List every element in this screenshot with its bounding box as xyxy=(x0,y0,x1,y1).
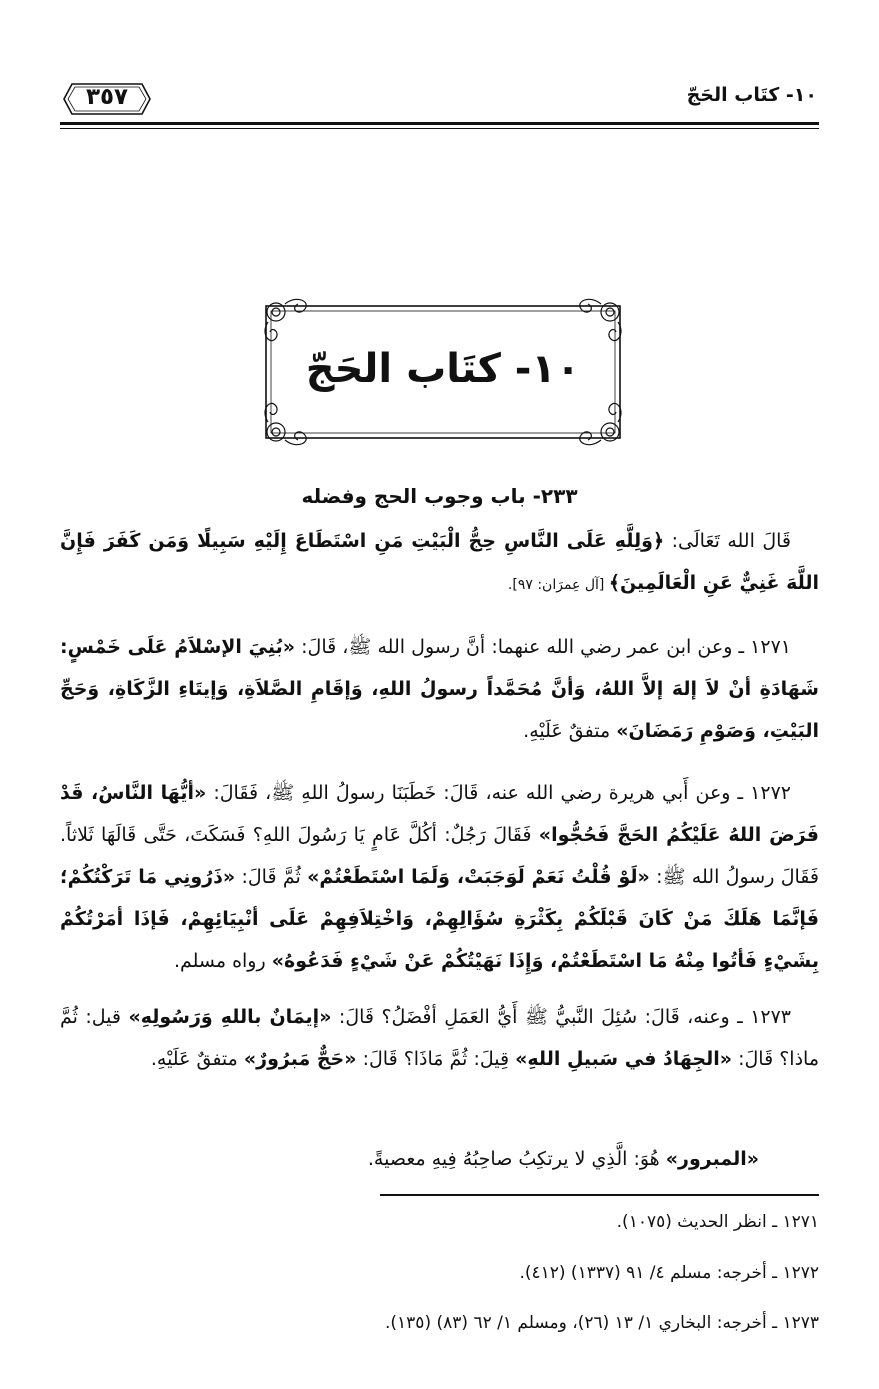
header-rule-thin xyxy=(60,128,819,129)
explanation-text: هُوَ: الَّذِي لا يرتكِبُ صاحِبُهُ فِيهِ معصيةً. xyxy=(367,1148,666,1170)
hadith-1272-quote1: «أيُّهَا النَّاسُ، قَدْ فَرَضَ اللهُ عَلَيْكُمُ الحَجَّ فَحُجُّوا» xyxy=(60,782,819,846)
hadith-1271-text: «بُنِيَ الإسْلاَمُ عَلَى خَمْسٍ: شَهَادَةِ أنْ لاَ إلهَ إلاَّ اللهُ، وَأنَّ مُحَمَّداً رسولُ اللهِ، وَإقَامِ الصَّلاَةِ، وَإيتَاءِ الزَّكَاةِ، وَحَجِّ البَيْتِ، وَصَوْمِ رَمَضَانَ» xyxy=(60,636,819,742)
hadith-1273-part2: قيل: ثُمَّ ماذا؟ قَالَ: xyxy=(60,1006,819,1070)
hadith-1271-outro: متفقٌ عَلَيْهِ. xyxy=(523,720,617,742)
hadith-1272-part2: فَقَالَ رَجُلٌ: أكُلَّ عَامٍ يَا رَسُولَ اللهِ؟ فَسَكَتَ، حَتَّى قَالَهَا ثَلاثاً. فَقَالَ رسولُ الله ﷺ: xyxy=(60,824,819,888)
hadith-1273-quote1: «إيمَانٌ باللهِ وَرَسُولِهِ» xyxy=(128,1006,332,1028)
hadith-1272-quote2: «لَوْ قُلْتُ نَعَمْ لَوَجَبَتْ، وَلَمَا اسْتَطَعْتُمْ» xyxy=(307,866,650,888)
hadith-1273-outro: متفقٌ عَلَيْهِ. xyxy=(150,1048,244,1070)
hadith-1272 xyxy=(60,772,819,982)
explanation-term: «المبرور» xyxy=(665,1148,759,1170)
hadith-1272-quote3: «ذَرُونِي مَا تَرَكْتُكُمْ؛ فَإنَّمَا هَلَكَ مَنْ كَانَ قَبْلَكُمْ بِكَثْرَةِ سُؤَالِهِمْ، وَاخْتِلاَفِهِمْ عَلَى أنْبِيَائِهِمْ، فَإذَا أمَرْتُكُمْ بِشَيْءٍ فَأتُوا مِنْهُ مَا اسْتَطَعْتُمْ، وَإِذَا نَهَيْتُكُمْ عَنْ شَيْءٍ فَدَعُوهُ» xyxy=(60,866,819,972)
section-heading: ٢٣٣- باب وجوب الحج وفضله xyxy=(301,484,578,508)
chapter-title: ١٠- كتَاب الحَجّ xyxy=(305,346,581,392)
hadith-1272-part1: ١٢٧٢ ـ وعن أَبي هريرة رضي الله عنه، قَالَ: خَطَبَنَا رسولُ اللهِ ﷺ، فَقَالَ: xyxy=(206,782,791,804)
footnote-1272: ١٢٧٢ ـ أخرجه: مسلم ٤/ ٩١ (١٣٣٧) (٤١٢). xyxy=(519,1263,819,1283)
verse-paragraph xyxy=(60,520,819,606)
hadith-1273-part3: قِيلَ: ثُمَّ مَاذَا؟ قَالَ: xyxy=(356,1048,516,1070)
running-title: ١٠- كتَاب الحَجّ xyxy=(686,84,817,106)
verse-text: ﴿وَلِلَّهِ عَلَى النَّاسِ حِجُّ الْبَيْتِ مَنِ اسْتَطَاعَ إِلَيْهِ سَبِيلًا وَمَن كَفَرَ فَإِنَّ اللَّهَ غَنِيٌّ عَنِ الْعَالَمِينَ﴾ xyxy=(60,530,819,594)
explanation-paragraph xyxy=(60,1138,819,1180)
hadith-1272-outro: رواه مسلم. xyxy=(173,950,272,972)
hadith-1273-part1: ١٢٧٣ ـ وعنه، قَالَ: سُئِلَ النَّبيُّ ﷺ أَيُّ العَمَلِ أفْضَلُ؟ قَالَ: xyxy=(331,1006,792,1028)
footnote-1271: ١٢٧١ ـ انظر الحديث (١٠٧٥). xyxy=(616,1212,819,1232)
footnote-separator xyxy=(380,1194,819,1196)
chapter-title-frame xyxy=(262,292,624,452)
hadith-1273-quote2: «الجِهَادُ في سَبيلِ اللهِ» xyxy=(515,1048,733,1070)
hadith-1271 xyxy=(60,626,819,752)
hadith-1272-part3: ثُمَّ قَالَ: xyxy=(235,866,308,888)
footnote-1273: ١٢٧٣ ـ أخرجه: البخاري ١/ ١٣ (٢٦)، ومسلم ١/ ٦٢ (٨٣) (١٣٥). xyxy=(385,1313,819,1333)
verse-intro: قَالَ الله تَعَالَى: xyxy=(664,530,791,552)
hadith-1271-intro: ١٢٧١ ـ وعن ابن عمر رضي الله عنهما: أنَّ رسول الله ﷺ، قَالَ: xyxy=(295,636,791,658)
hadith-1273-quote3: «حَجٌّ مَبرُورٌ» xyxy=(243,1048,357,1070)
page-number-badge xyxy=(62,82,152,116)
hadith-1273 xyxy=(60,996,819,1080)
header-rule xyxy=(60,122,819,125)
page-number: ٣٥٧ xyxy=(85,84,129,110)
verse-reference: [آل عِمرَان: ٩٧]. xyxy=(507,577,609,593)
